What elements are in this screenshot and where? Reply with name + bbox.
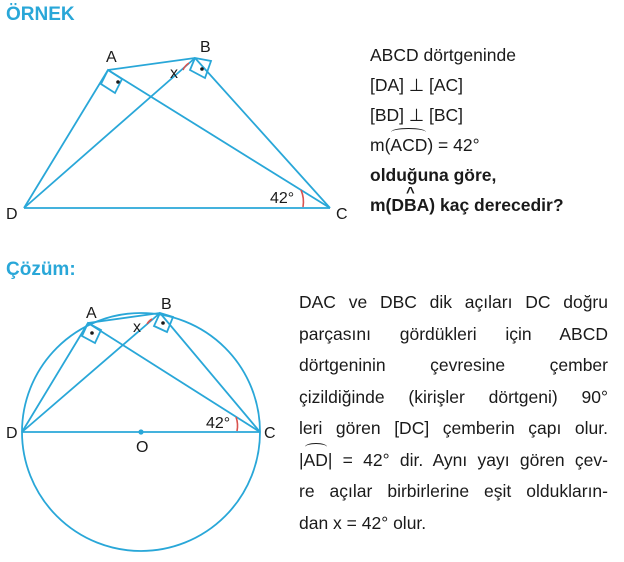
fig2-label-C: C (264, 425, 276, 442)
example-heading: ÖRNEK (6, 4, 75, 25)
fig2-label-O: O (136, 439, 149, 456)
fig1-label-x: x (170, 65, 178, 82)
fig2-label-B: B (161, 296, 172, 313)
solution-heading: Çözüm: (6, 259, 76, 280)
solution-line-7: re açılar birbirlerine eşit oldukların- (299, 481, 608, 501)
fig2-label-D: D (6, 425, 18, 442)
solution-line-2: parçasını gördükleri için ABCD (299, 323, 608, 344)
given-line-3: [BD] ⊥ [BC] (370, 105, 464, 125)
fig1-segment-BC (195, 58, 330, 208)
fig2-right-angle-dot-A (90, 331, 94, 335)
solution-line-6-pre: | (299, 449, 304, 470)
fig1-diagonal-AC (108, 70, 330, 208)
fig1-label-B: B (200, 39, 211, 56)
solution-line-6-rest: dir. Aynı yayı gören çev- (399, 449, 608, 470)
solution-line-6-mid: | = 42° (327, 449, 390, 470)
given-line-2: [DA] ⊥ [AC] (370, 75, 464, 95)
fig2-label-A: A (86, 305, 97, 322)
fig2-right-angle-dot-B (161, 321, 165, 325)
arc-AD: AD (304, 445, 328, 477)
fig1-right-angle-dot-A (116, 80, 120, 84)
question-post: A) kaç derecedir? (416, 195, 564, 215)
fig2-label-x: x (133, 319, 141, 336)
solution-line-1: DAC ve DBC dik açıları DC doğru (299, 292, 608, 312)
fig1-right-angle-dot-B (200, 67, 204, 71)
fig2-center-O (138, 429, 143, 434)
solution-line-8: dan x = 42° olur. (299, 512, 427, 533)
fig1-angle-x-mark (183, 63, 189, 70)
fig1-right-angle-B (190, 58, 211, 78)
fig1-label-D: D (6, 206, 18, 223)
solution-line-6 (299, 445, 608, 477)
example-problem-text (370, 40, 564, 220)
solution-text (299, 287, 608, 539)
fig1-label-angle: 42° (270, 190, 295, 207)
given-line-4-post: ) = 42° (427, 135, 480, 155)
given-line-4 (370, 130, 564, 160)
given-line-1: ABCD dörtgeninde (370, 45, 516, 65)
solution-line-4: çizildiğinde (kirişler dörtgeni) 90° (299, 386, 608, 407)
given-question (370, 190, 564, 220)
hat-B: ^ B (404, 190, 417, 220)
solution-line-5: leri gören [DC] çemberin çapı olur. (299, 418, 608, 438)
given-line-5: olduğuna göre, (370, 165, 497, 185)
fig2-angle-42-mark (236, 417, 238, 431)
given-line-4-pre: m( (370, 135, 391, 155)
fig2-diagonal-AC (88, 323, 260, 432)
fig2-label-angle: 42° (206, 415, 231, 432)
fig1-label-C: C (336, 206, 348, 223)
solution-line-3: dörtgeninin çevresine çember (299, 355, 608, 375)
fig1-angle-42-mark (301, 190, 303, 207)
question-pre: m(D (370, 195, 405, 215)
fig1-segment-AB (108, 58, 195, 70)
fig2-segment-DA (22, 323, 88, 432)
fig1-label-A: A (106, 49, 117, 66)
arc-ACD: ACD (390, 130, 427, 160)
fig1-segment-DA (24, 70, 108, 208)
